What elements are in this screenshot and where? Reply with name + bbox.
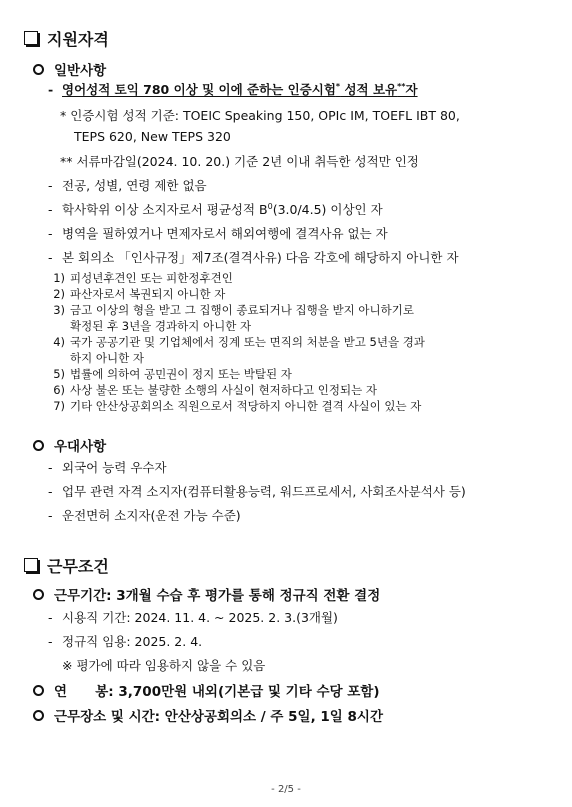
circle-bullet-icon: [33, 589, 44, 600]
subsection-preferred: 우대사항: [33, 435, 106, 455]
salary: 연 봉: 3,700만원 내외(기본급 및 기타 수당 포함): [33, 680, 380, 700]
note-test-criteria-line2: TEPS 620, New TEPS 320: [74, 129, 231, 144]
circle-bullet-icon: [33, 440, 44, 451]
checkbox-square-icon: [24, 31, 38, 45]
checkbox-square-icon: [24, 558, 38, 572]
section-title-work-conditions: 근무조건: [24, 554, 109, 577]
sub-item-continuation: 확정된 후 3년을 경과하지 아니한 자: [70, 319, 252, 333]
general-item-military: - 병역을 필하였거나 면제자로서 해외여행에 결격사유 없는 자: [48, 226, 388, 241]
general-item-no-restriction: - 전공, 성별, 연령 제한 없음: [48, 178, 207, 193]
sub-item: 7) 기타 안산상공회의소 직원으로서 적당하지 아니한 결격 사실이 있는 자: [53, 399, 422, 413]
sub-item: 6) 사상 불온 또는 불량한 소행의 사실이 현저하다고 인정되는 자: [53, 383, 377, 397]
section-title-qualifications: 지원자격: [24, 27, 109, 50]
circle-bullet-icon: [33, 710, 44, 721]
preferred-item: - 업무 관련 자격 소지자(컴퓨터활용능력, 워드프로세서, 사회조사분석사 등): [48, 484, 466, 499]
sub-item: 4) 국가 공공기관 및 기업체에서 징계 또는 면직의 처분을 받고 5년을 경과: [53, 335, 425, 349]
sub-item: 1) 피성년후견인 또는 피한정후견인: [53, 271, 233, 285]
sub-item: 2) 파산자로서 복권되지 아니한 자: [53, 287, 226, 301]
preferred-item: - 운전면허 소지자(운전 가능 수준): [48, 508, 241, 523]
english-requirement-text: 영어성적 토익 780 이상 및 이에 준하는 인증시험* 성적 보유**자: [62, 81, 418, 97]
general-item-degree: - 학사학위 이상 소지자로서 평균성적 $B^0(3.0/4.5)$ 이상인 자: [48, 201, 383, 217]
note-test-criteria-line1: * 인증시험 성적 기준: TOEIC Speaking 150, OPIc IM, TOEFL IBT 80,: [60, 108, 460, 123]
page-number: - 2/5 -: [271, 784, 301, 795]
preferred-item: - 외국어 능력 우수자: [48, 460, 167, 475]
period-item-probation: - 시용직 기간: 2024. 11. 4. ~ 2025. 2. 3.(3개월): [48, 610, 338, 625]
sub-item: 5) 법률에 의하여 공민권이 정지 또는 박탈된 자: [53, 367, 292, 381]
work-period: 근무기간: 3개월 수습 후 평가를 통해 정규직 전환 결정: [33, 584, 380, 604]
period-note: ※ 평가에 따라 임용하지 않을 수 있음: [62, 658, 266, 673]
circle-bullet-icon: [33, 64, 44, 75]
note-deadline: ** 서류마감일(2024. 10. 20.) 기준 2년 이내 취득한 성적만 인정: [60, 154, 419, 169]
general-item-english-score: - 영어성적 토익 780 이상 및 이에 준하는 인증시험* 성적 보유**자: [48, 81, 418, 97]
subsection-general: 일반사항: [33, 59, 106, 79]
work-place-and-hours: 근무장소 및 시간: 안산상공회의소 / 주 5일, 1일 8시간: [33, 705, 383, 725]
period-item-permanent: - 정규직 임용: 2025. 2. 4.: [48, 634, 203, 649]
general-item-disqualification: - 본 회의소 「인사규정」제7조(결격사유) 다음 각호에 해당하지 아니한 자: [48, 250, 459, 265]
sub-item-continuation: 하지 아니한 자: [70, 351, 144, 365]
sub-item: 3) 금고 이상의 형을 받고 그 집행이 종료되거나 집행을 받지 아니하기로: [53, 303, 414, 317]
circle-bullet-icon: [33, 685, 44, 696]
